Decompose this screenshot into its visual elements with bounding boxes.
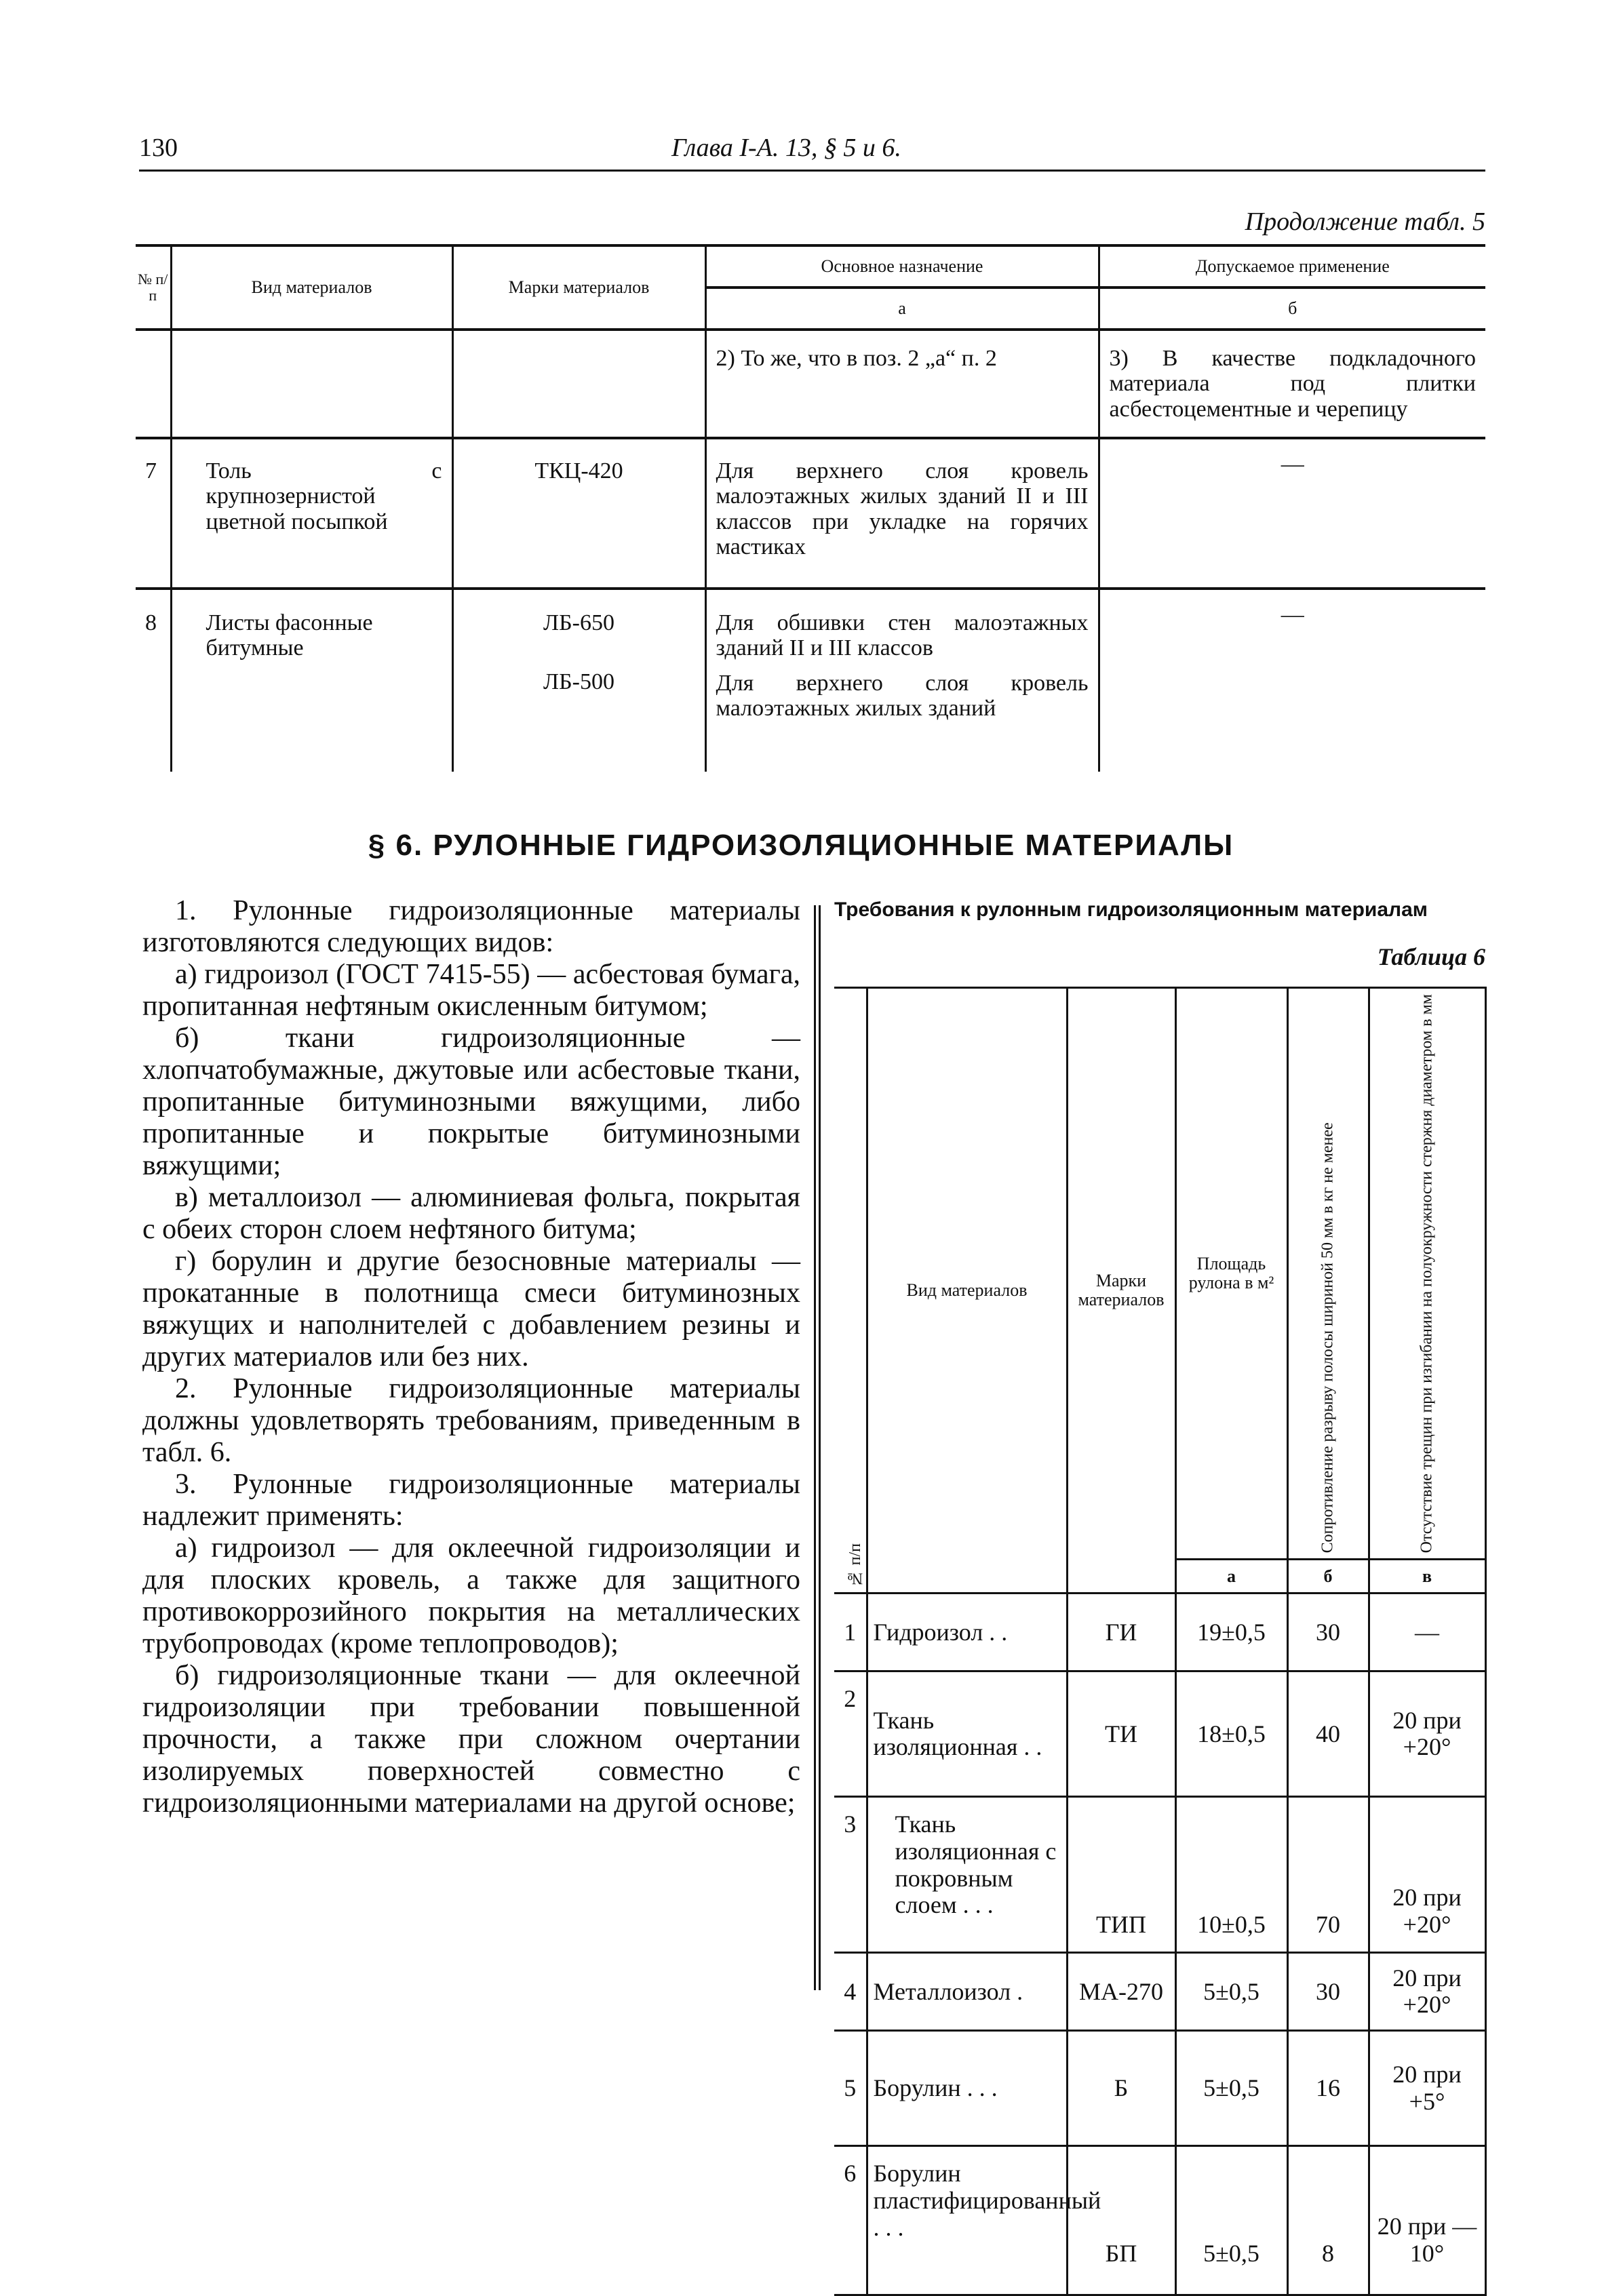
main-use-1: Для обшивки стен малоэтажных зданий II и III классов (716, 610, 1089, 661)
table-row (834, 1797, 1485, 1953)
row-brand (452, 330, 705, 438)
paragraph: 2. Рулонные гидроизоляционные материалы должны удовлетворять требованиям, приведенным в табл. 6. (142, 1373, 800, 1468)
table-row (834, 1594, 1485, 1671)
continuation-label: Продолжение табл. 5 (1245, 207, 1485, 236)
row-allowed-use: — (1099, 589, 1485, 772)
col-brand-header: Марки материалов (452, 245, 705, 330)
col-num-header: № п/п (136, 245, 171, 330)
row-num: 5 (834, 2031, 867, 2146)
col-area-header: Площадь рулона в м² (1175, 988, 1287, 1560)
body-text (142, 895, 800, 1819)
col-sub-b: б (1099, 288, 1485, 330)
row-kind: Листы фасонные битумные (171, 589, 452, 772)
table-row (834, 2146, 1485, 2295)
row-tensile: 40 (1287, 1671, 1369, 1797)
row-bend: 20 при +20° (1369, 1797, 1485, 1953)
row-tensile: 8 (1287, 2146, 1369, 2295)
col-sub-b: б (1287, 1560, 1369, 1594)
row-main-use: 2) То же, что в поз. 2 „а“ п. 2 (705, 330, 1099, 438)
row-main-use: Для верхнего слоя кровель малоэтажных жилых зданий II и III классов при укладке на горячих мастиках (705, 438, 1099, 589)
col-tensile-header: Сопротивление разрыву полосы шириной 50 мм в кг не менее (1287, 988, 1369, 1560)
row-bend: 20 при —10° (1369, 2146, 1485, 2295)
row-area: 5±0,5 (1175, 1953, 1287, 2031)
row-kind: Ткань изоляционная с покровным слоем . . . (867, 1797, 1067, 1953)
section-title: § 6. РУЛОННЫЕ ГИДРОИЗОЛЯЦИОННЫЕ МАТЕРИАЛЫ (368, 829, 1234, 862)
main-use-2: Для верхнего слоя кровель малоэтажных жилых зданий (716, 670, 1089, 721)
row-area: 5±0,5 (1175, 2031, 1287, 2146)
table-row (834, 1671, 1485, 1797)
row-kind: Толь с крупнозернистой цветной посыпкой (171, 438, 452, 589)
col-main-use-header: Основное назначение (705, 245, 1099, 288)
row-num: 6 (834, 2146, 867, 2295)
page-number: 130 (139, 134, 178, 162)
row-kind (171, 330, 452, 438)
table-row (834, 2031, 1485, 2146)
table-6-caption: Требования к рулонным гидроизоляционным материалам (834, 898, 1428, 921)
row-num: 7 (136, 438, 171, 589)
row-brand: ТИ (1067, 1671, 1175, 1797)
paragraph: а) гидроизол — для оклеечной гидроизоляции и для плоских кровель, а также для защитного противокоррозийного покрытия на металлических трубопроводах (кроме теплопроводов); (142, 1532, 800, 1659)
brand-lb500: ЛБ-500 (543, 669, 614, 695)
table-6-number: Таблица 6 (1377, 943, 1485, 970)
row-tensile: 16 (1287, 2031, 1369, 2146)
col-brand-header: Марки материалов (1067, 988, 1175, 1594)
table-5 (136, 244, 1485, 772)
brand-lb650: ЛБ-650 (543, 610, 614, 635)
paragraph: 1. Рулонные гидроизоляционные материалы изготовляются следующих видов: (142, 895, 800, 958)
row-tensile: 30 (1287, 1594, 1369, 1671)
row-allowed-use: 3) В качестве подкладочного материала под плитки асбестоцементные и черепицу (1099, 330, 1485, 438)
row-kind: Гидроизол . . (867, 1594, 1067, 1671)
row-brand: Б (1067, 2031, 1175, 2146)
row-brand: БП (1067, 2146, 1175, 2295)
row-num: 2 (834, 1671, 867, 1797)
row-num: 1 (834, 1594, 867, 1671)
row-num: 3 (834, 1797, 867, 1953)
row-main-use (705, 589, 1099, 772)
row-num: 8 (136, 589, 171, 772)
row-num: 4 (834, 1953, 867, 2031)
paragraph: 3. Рулонные гидроизоляционные материалы надлежит применять: (142, 1469, 800, 1532)
col-kind-header: Вид материалов (171, 245, 452, 330)
row-bend: 20 при +20° (1369, 1671, 1485, 1797)
col-num-header: № п/п (834, 988, 867, 1594)
row-tensile: 70 (1287, 1797, 1369, 1953)
table-row (834, 1953, 1485, 2031)
row-num (136, 330, 171, 438)
row-allowed-use: — (1099, 438, 1485, 589)
table-row (136, 589, 1485, 772)
header-rule (139, 170, 1485, 172)
row-bend: 20 при +5° (1369, 2031, 1485, 2146)
table-row (136, 438, 1485, 589)
table-row (136, 330, 1485, 438)
column-divider (819, 905, 821, 1990)
row-area: 18±0,5 (1175, 1671, 1287, 1797)
col-kind-header: Вид материалов (867, 988, 1067, 1594)
col-sub-a: а (1175, 1560, 1287, 1594)
running-title: Глава I-A. 13, § 5 и 6. (671, 134, 901, 162)
col-sub-a: а (705, 288, 1099, 330)
paragraph: б) гидроизоляционные ткани — для оклеечной гидроизоляции при требовании повышенной прочности, а также при сложном очертании изолируемых поверхностей совместно с гидроизоляционными материалами на другой основе; (142, 1660, 800, 1819)
row-kind: Борулин пластифицированный . . . (867, 2146, 1067, 2295)
column-divider (814, 905, 816, 1990)
col-allowed-use-header: Допускаемое применение (1099, 245, 1485, 288)
row-brand: ТКЦ-420 (452, 438, 705, 589)
paragraph: г) борулин и другие безосновные материалы — прокатанные в полотнища смеси битуминозных вяжущих и наполнителей с добавлением резины и других материалов или без них. (142, 1246, 800, 1372)
row-area: 5±0,5 (1175, 2146, 1287, 2295)
paragraph: в) металлоизол — алюминиевая фольга, покрытая с обеих сторон слоем нефтяного битума; (142, 1182, 800, 1245)
row-bend: — (1369, 1594, 1485, 1671)
row-area: 10±0,5 (1175, 1797, 1287, 1953)
row-brand: МА-270 (1067, 1953, 1175, 2031)
col-bend-header: Отсутствие трещин при изгибании на полуокружности стержня диаметром в мм (1369, 988, 1485, 1560)
row-brand: ТИП (1067, 1797, 1175, 1953)
paragraph: б) ткани гидроизоляционные — хлопчатобумажные, джутовые или асбестовые ткани, пропитанные битуминозными вяжущими, либо пропитанные и покрытые битуминозными вяжущими; (142, 1023, 800, 1181)
row-kind: Борулин . . . (867, 2031, 1067, 2146)
row-brand (452, 589, 705, 772)
row-area: 19±0,5 (1175, 1594, 1287, 1671)
row-bend: 20 при +20° (1369, 1953, 1485, 2031)
paragraph: а) гидроизол (ГОСТ 7415-55) — асбестовая бумага, пропитанная нефтяным окисленным битумом; (142, 959, 800, 1022)
col-sub-v: в (1369, 1560, 1485, 1594)
table-6 (834, 987, 1487, 2296)
row-kind: Ткань изоляционная . . (867, 1671, 1067, 1797)
row-kind: Металлоизол . (867, 1953, 1067, 2031)
row-brand: ГИ (1067, 1594, 1175, 1671)
row-tensile: 30 (1287, 1953, 1369, 2031)
